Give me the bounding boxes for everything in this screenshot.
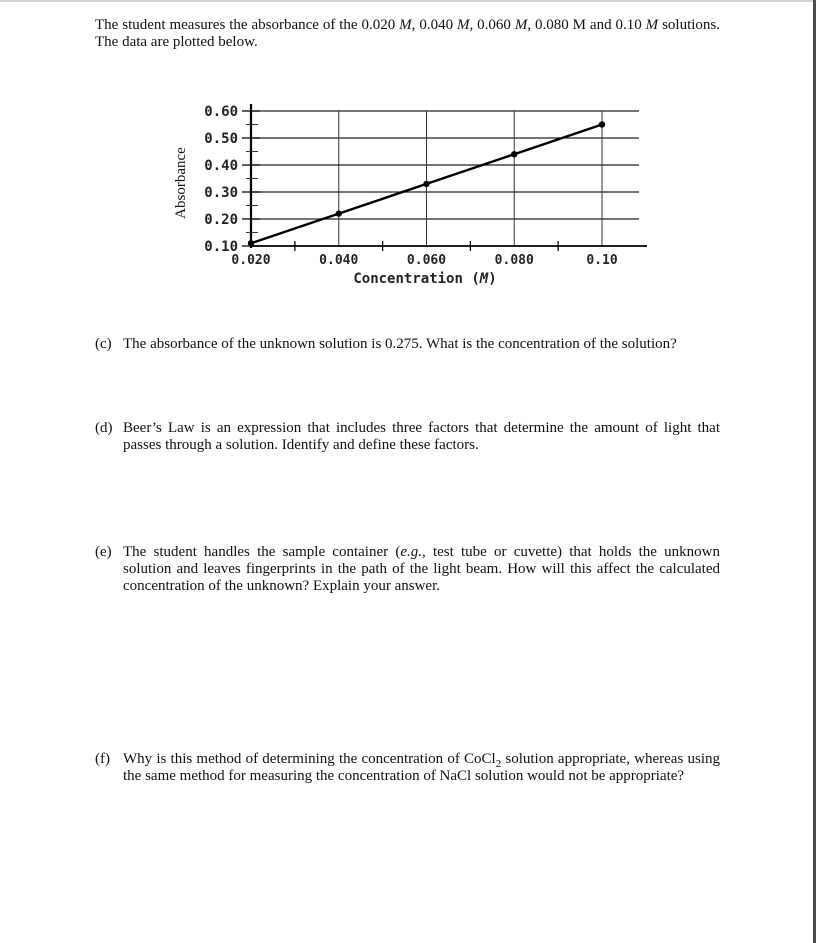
question-text-part: , test tube or cuvette) that holds the unknown solution and leaves fingerprints in the path of the light beam. How will this affect the calculated concentration of the unknown? Explain your answer.	[123, 544, 721, 594]
molar-unit: M	[645, 17, 659, 33]
data-point-marker	[599, 121, 605, 127]
y-axis-label: Absorbance	[173, 147, 189, 219]
molar-unit: M	[457, 17, 470, 33]
question-label: (e)	[95, 544, 112, 560]
y-tick-label: 0.50	[204, 131, 238, 147]
y-tick-label: 0.60	[204, 104, 238, 120]
question-text-part: Why is this method of determining the concentration of CoCl	[123, 751, 496, 767]
chemical-subscript: 2	[495, 758, 502, 770]
question-text	[123, 751, 720, 785]
question-label: (d)	[95, 420, 113, 436]
intro-text: The student measures the absorbance of the 0.020	[95, 17, 400, 33]
question-d	[95, 420, 720, 454]
molar-unit: M	[399, 17, 412, 33]
question-text-part: solution appropriate, whereas using the same method for measuring the concentration of NaCl solution would not be appropriate?	[123, 751, 720, 784]
data-point-marker	[336, 210, 342, 216]
question-f	[95, 751, 720, 785]
question-text-part: The student handles the sample container (	[123, 544, 401, 560]
x-axis-label: Concentration (M)	[353, 271, 497, 287]
question-label: (c)	[95, 336, 112, 352]
question-text: The absorbance of the unknown solution is 0.275. What is the concentration of the solution?	[123, 336, 677, 352]
question-c	[95, 336, 720, 353]
question-text: Beer’s Law is an expression that includes three factors that determine the amount of light that passes through a solution. Identify and define these factors.	[123, 420, 720, 453]
question-label: (f)	[95, 751, 110, 767]
y-tick-label: 0.40	[204, 158, 238, 174]
intro-text: , 0.040	[411, 17, 457, 33]
x-tick-label: 0.020	[231, 253, 271, 268]
absorbance-chart	[0, 0, 816, 300]
x-tick-label: 0.10	[586, 253, 618, 268]
data-point-marker	[248, 240, 254, 246]
intro-text: , 0.080 M and 0.10	[527, 17, 646, 33]
y-tick-label: 0.20	[204, 212, 238, 228]
x-tick-label: 0.060	[406, 253, 447, 268]
intro-text: , 0.060	[469, 17, 515, 33]
data-point-marker	[511, 151, 517, 157]
question-text	[123, 544, 720, 595]
x-tick-label: 0.080	[494, 253, 534, 268]
question-e	[95, 544, 720, 595]
y-tick-label: 0.30	[204, 185, 238, 201]
molar-unit: M	[514, 17, 528, 33]
x-tick-label: 0.040	[319, 253, 359, 268]
y-tick-label: 0.10	[204, 239, 238, 255]
question-text-italic: e.g.	[400, 544, 422, 560]
data-point-marker	[423, 181, 429, 187]
intro-text: solutions. The data are plotted below.	[95, 17, 721, 50]
chart-plot	[0, 0, 816, 300]
